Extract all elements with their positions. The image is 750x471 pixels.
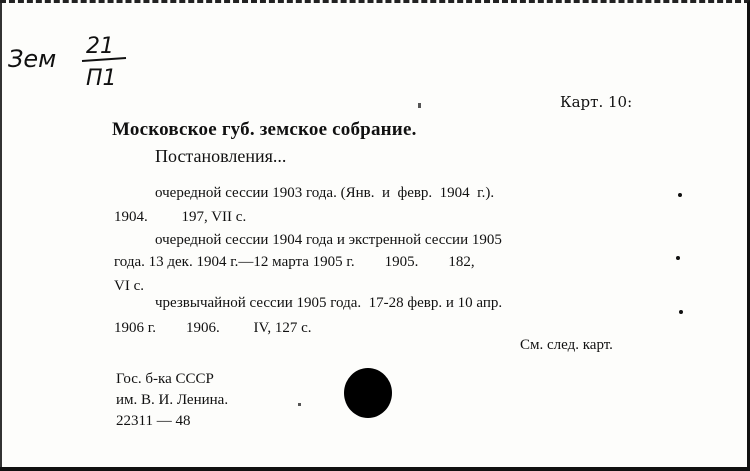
entry-line-2: 1904. 197, VII с.: [114, 209, 247, 225]
card-left-edge: [0, 3, 2, 467]
card-number: Карт. 10:: [560, 93, 633, 111]
handwritten-denominator: П1: [86, 66, 117, 91]
handwritten-shelf-mark: [6, 31, 141, 91]
library-line-1: Гос. б-ка СССР: [116, 371, 214, 387]
see-next-card-note: См. след. карт.: [520, 337, 613, 353]
card-heading: Московское губ. земское собрание.: [112, 119, 417, 140]
library-stamp: [116, 369, 228, 432]
handwritten-numerator: 21: [86, 34, 114, 59]
margin-dot: [676, 256, 680, 260]
entry-line-6: чрезвычайной сессии 1905 года. 17-28 февр. и 10 апр.: [155, 295, 503, 311]
scan-speck: [418, 103, 421, 108]
punch-hole: [344, 368, 392, 418]
handwritten-prefix: Зем: [8, 45, 57, 73]
entry-line-3: очередной сессии 1904 года и экстренной сессии 1905: [155, 232, 502, 248]
library-line-2: им. В. И. Ленина.: [116, 392, 229, 408]
library-line-3: 22311 — 48: [116, 413, 191, 429]
entry-line-1: очередной сессии 1903 года. (Янв. и февр. 1904 г.).: [155, 185, 495, 201]
entry-line-4: года. 13 дек. 1904 г.—12 марта 1905 г. 1905. 182,: [114, 254, 475, 270]
margin-dot: [678, 193, 682, 197]
margin-dot: [679, 310, 683, 314]
entry-line-7: 1906 г. 1906. IV, 127 с.: [114, 320, 312, 336]
entry-line-5: VI с.: [114, 278, 144, 294]
scan-speck: [298, 403, 301, 406]
card-subheading: Постановления...: [155, 146, 287, 166]
